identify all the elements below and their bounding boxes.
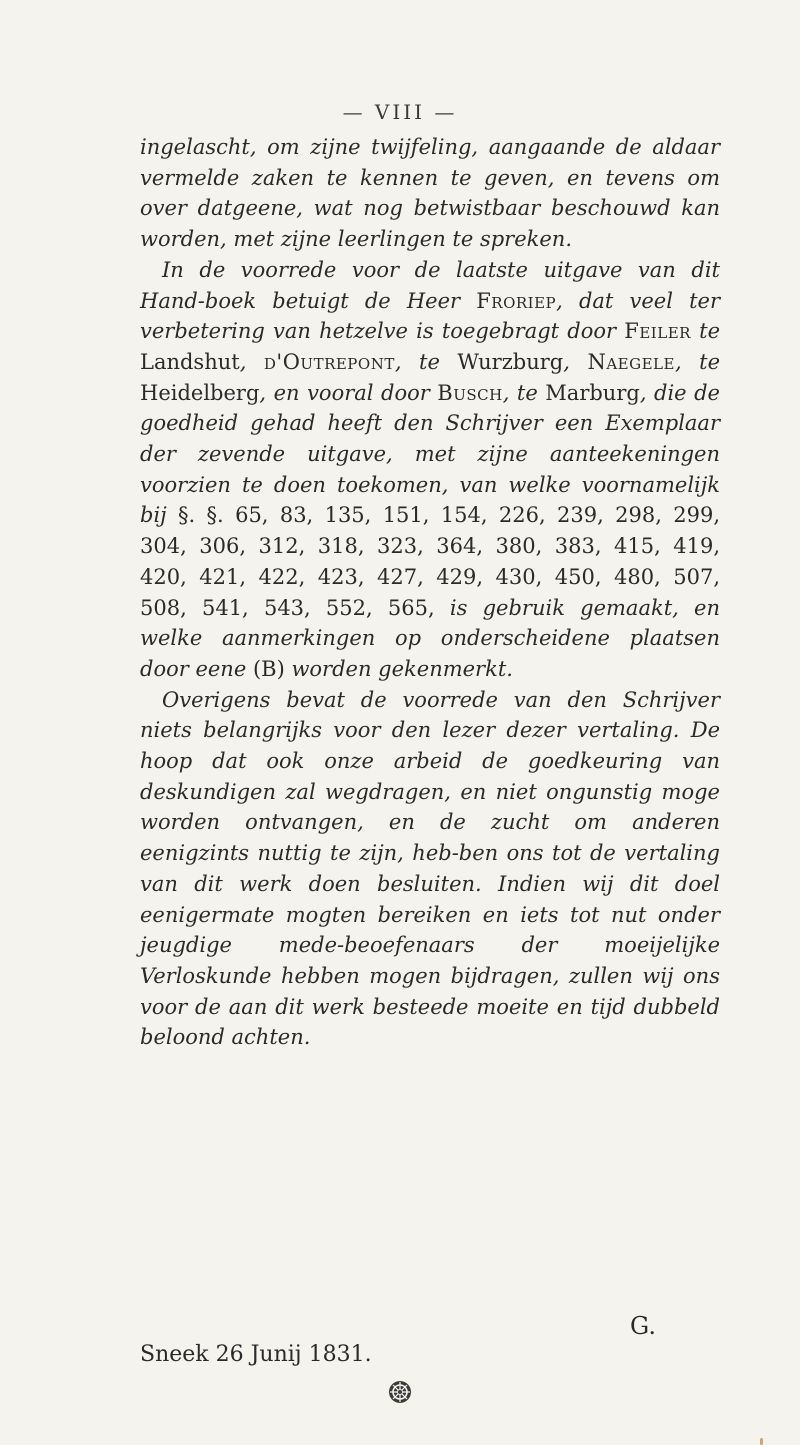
text-run: , xyxy=(239,349,264,374)
paragraph xyxy=(140,132,720,255)
text-run: , xyxy=(563,349,588,374)
text-run: Heidelberg xyxy=(140,380,260,405)
text-run: Naegele xyxy=(587,349,675,374)
text-run: Busch xyxy=(437,380,503,405)
text-run: , dat veel ter verbetering van hetzelve is toegebragt door xyxy=(140,288,720,344)
text-run: , te xyxy=(674,349,720,374)
paragraph xyxy=(140,255,720,685)
text-run: Landshut xyxy=(140,349,240,374)
page-number: — VIII — xyxy=(342,100,458,124)
text-run: d'Outrepont xyxy=(263,349,395,374)
text-run: , te xyxy=(394,349,458,374)
signature-initial: G. xyxy=(630,1312,656,1340)
place-date: Sneek 26 Junij 1831. xyxy=(140,1342,372,1367)
text-run: , te xyxy=(502,380,546,405)
text-run: Wurzburg xyxy=(457,349,564,374)
fleuron-ornament-icon xyxy=(386,1378,414,1406)
text-run: §. §. 65, 83, 135, 151, 154, 226, 239, 298, 299, 304, 306, 312, 318, 323, 364, 380, 383, 415, 419, 420, 421, 422, 423, 427, 429, 430, 450, 480, 507, 508, 541, 543, 552, 565, xyxy=(140,503,720,620)
text-run: , die de goedheid gehad heeft den Schrijver een Exemplaar der zevende uitgave, met zijne aanteekeningen voorzien te doen toekomen, van welke voornamelijk bij xyxy=(140,380,720,528)
text-run: In de voorrede voor de laatste uitgave van dit Hand-boek betuigt de Heer xyxy=(140,257,720,313)
text-run: is gebruik gemaakt, en welke aanmerkingen op onderscheidene plaatsen door eene xyxy=(140,595,720,681)
text-run: Froriep xyxy=(476,288,557,313)
text-run: Marburg xyxy=(545,380,640,405)
text-run: Overigens bevat de voorrede van den Schrijver niets belangrijks voor den lezer dezer vertaling. De hoop dat ook onze arbeid de goedkeuring van deskundigen zal wegdragen, en niet ongunstig moge worden ontvangen, en de zucht om anderen eenigzints nuttig te zijn, heb-ben ons tot de vertaling van dit werk doen besluiten. Indien wij dit doel eenigermate mogten bereiken en iets tot nut onder jeugdige mede-beoefenaars der moeijelijke Verloskunde hebben mogen bijdragen, zullen wij ons voor de aan dit werk besteede moeite en tijd dubbeld beloond achten. xyxy=(140,687,720,1050)
text-run: Feiler xyxy=(624,319,691,344)
text-run: te xyxy=(690,319,720,344)
text-run: , en vooral door xyxy=(259,380,438,405)
text-run: (B) xyxy=(252,656,285,681)
text-run: worden gekenmerkt. xyxy=(284,656,513,681)
text-run: ingelascht, om zijne twijfeling, aangaande de aldaar vermelde zaken te kennen te geven, en tevens om over datgeene, wat nog betwistbaar beschouwd kan worden, met zijne leerlingen te spreken. xyxy=(140,135,720,252)
body-text xyxy=(140,132,720,1053)
paragraph xyxy=(140,685,720,1053)
